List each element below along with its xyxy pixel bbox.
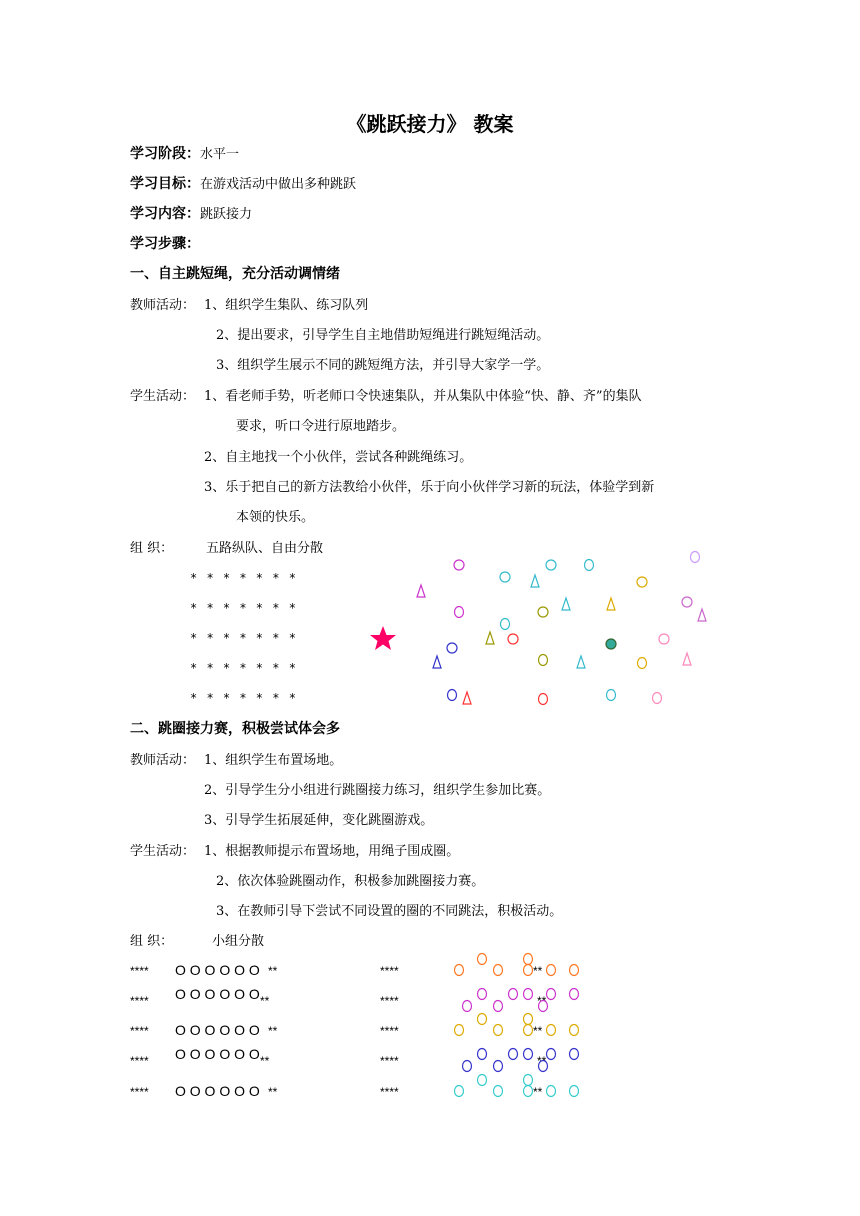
relay-row-5-circles: O O O O O O <box>175 1083 260 1099</box>
relay-row-4-right-tail: ** <box>537 1054 547 1068</box>
section1-student-2: 2、自主地找一个小伙伴，尝试各种跳绳练习。 <box>204 450 473 465</box>
teacher-star-icon <box>370 626 396 650</box>
section1-teacher-label: 教师活动： <box>130 298 196 313</box>
section1-heading: 一、自主跳短绳，充分活动调情绪 <box>130 266 340 282</box>
meta-stage-value: 水平一 <box>200 147 240 162</box>
section1-student-3b: 本领的快乐。 <box>236 510 315 525</box>
star-row-4: * * * * * * * <box>190 661 297 675</box>
section1-student-1: 1、看老师手势，听老师口令快速集队，并从集队中体验“快、静、齐”的集队 <box>204 389 642 404</box>
section2-teacher-3: 3、引导学生拓展延伸，变化跳圈游戏。 <box>204 813 434 828</box>
relay-row-5-right: **** <box>380 1085 399 1099</box>
section2-org-value: 小组分散 <box>212 934 265 949</box>
section2-teacher-2: 2、引导学生分小组进行跳圈接力练习，组织学生参加比赛。 <box>204 783 551 798</box>
relay-row-1-tail: ** <box>268 964 278 978</box>
section1-student-3: 3、乐于把自己的新方法教给小伙伴，乐于向小伙伴学习新的玩法，体验学到新 <box>204 480 655 495</box>
relay-row-4-circles: O O O O O O <box>175 1046 260 1062</box>
relay-row-3-left: **** <box>130 1024 149 1038</box>
star-row-1: * * * * * * * <box>190 571 297 585</box>
relay-row-5-left: **** <box>130 1085 149 1099</box>
meta-goal-value: 在游戏活动中做出多种跳跃 <box>200 177 357 192</box>
meta-goal-label: 学习目标： <box>130 176 200 192</box>
relay-row-4-left: **** <box>130 1054 149 1068</box>
section1-teacher-1: 1、组织学生集队、练习队列 <box>204 298 369 313</box>
section2-student-2: 2、依次体验跳圈动作，积极参加跳圈接力赛。 <box>216 874 485 889</box>
scatter-shapes-1 <box>417 552 706 705</box>
section1-student-label: 学生活动： <box>130 389 196 404</box>
meta-steps-label: 学习步骤： <box>130 236 200 252</box>
star-row-5: * * * * * * * <box>190 691 297 705</box>
relay-row-1-right: **** <box>380 964 399 978</box>
relay-row-1-circles: O O O O O O <box>175 962 260 978</box>
section2-teacher-label: 教师活动： <box>130 753 196 768</box>
relay-row-3-right-tail: ** <box>533 1024 543 1038</box>
section2-student-label: 学生活动： <box>130 844 196 859</box>
section1-student-1b: 要求，听口令进行原地踏步。 <box>236 419 406 434</box>
relay-row-3-circles: O O O O O O <box>175 1022 260 1038</box>
section2-teacher-1: 1、组织学生布置场地。 <box>204 753 343 768</box>
section1-org-label: 组 织： <box>130 541 174 556</box>
section2-student-3: 3、在教师引导下尝试不同设置的圈的不同跳法，积极活动。 <box>216 904 563 919</box>
relay-row-3-tail: ** <box>268 1024 278 1038</box>
relay-row-2-right: **** <box>380 994 399 1008</box>
section1-teacher-2: 2、提出要求，引导学生自主地借助短绳进行跳短绳活动。 <box>216 328 550 343</box>
relay-row-3-right: **** <box>380 1024 399 1038</box>
section1-org-value: 五路纵队、自由分散 <box>206 541 324 556</box>
relay-row-5-right-tail: ** <box>533 1085 543 1099</box>
relay-row-1-right-tail: ** <box>533 964 543 978</box>
relay-row-4-right: **** <box>380 1054 399 1068</box>
meta-content-label: 学习内容： <box>130 206 200 222</box>
section2-org-label: 组 织： <box>130 934 174 949</box>
star-row-2: * * * * * * * <box>190 601 297 615</box>
section2-student-1: 1、根据教师提示布置场地，用绳子围成圈。 <box>204 844 460 859</box>
meta-content-value: 跳跃接力 <box>200 207 253 222</box>
relay-row-1-left: **** <box>130 964 149 978</box>
star-row-3: * * * * * * * <box>190 631 297 645</box>
section2-heading: 二、跳圈接力赛，积极尝试体会多 <box>130 721 340 737</box>
relay-row-2-left: **** <box>130 994 149 1008</box>
relay-row-4-tail: ** <box>260 1054 270 1068</box>
relay-row-5-tail: ** <box>268 1085 278 1099</box>
relay-row-2-right-tail: ** <box>537 994 547 1008</box>
page-title: 《跳跃接力》 教案 <box>346 112 514 136</box>
relay-row-2-circles: O O O O O O <box>175 986 260 1002</box>
relay-row-2-tail: ** <box>260 994 270 1008</box>
section1-teacher-3: 3、组织学生展示不同的跳短绳方法，并引导大家学一学。 <box>216 358 550 373</box>
hoop-circles-2 <box>455 954 579 1097</box>
meta-stage-label: 学习阶段： <box>130 146 200 162</box>
